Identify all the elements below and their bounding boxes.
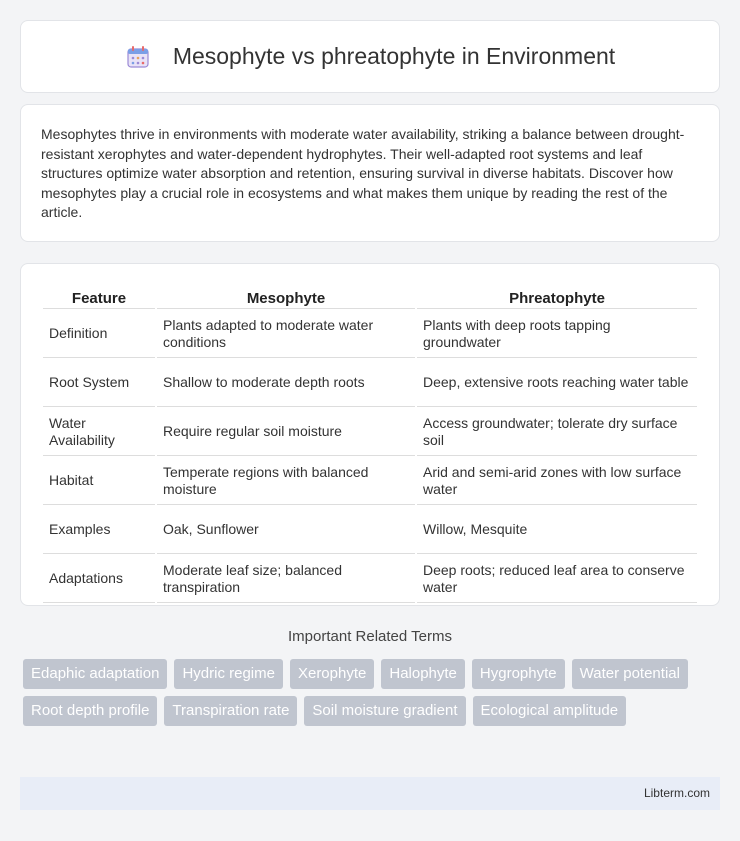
intro-text: Mesophytes thrive in environments with moderate water availability, striking a balance between drought-resistant xerophytes and water-dependent hydrophytes. Their well-adapted root systems and leaf structures optimize water absorption and retention, ensuring survival in diverse habitats. Discover how mesophytes play a crucial role in ecosystems and what makes them unique by reading the rest of the article.	[41, 126, 685, 220]
phreatophyte-cell: Access groundwater; tolerate dry surface soil	[417, 409, 697, 456]
table-row	[43, 409, 697, 456]
phreatophyte-cell: Deep roots; reduced leaf area to conserve water	[417, 556, 697, 603]
intro-card	[20, 104, 720, 242]
feature-cell: Definition	[43, 311, 155, 358]
related-terms-list	[23, 659, 723, 733]
term-tag[interactable]: Xerophyte	[290, 659, 374, 689]
phreatophyte-cell: Plants with deep roots tapping groundwater	[417, 311, 697, 358]
mesophyte-cell: Moderate leaf size; balanced transpiration	[157, 556, 415, 603]
feature-cell: Water Availability	[43, 409, 155, 456]
related-terms-title: Important Related Terms	[288, 628, 452, 645]
page-title: Mesophyte vs phreatophyte in Environment	[172, 43, 616, 69]
feature-cell: Root System	[43, 360, 155, 407]
footer-site-link[interactable]: Libterm.com	[643, 786, 710, 800]
calendar-icon	[125, 44, 151, 70]
term-tag[interactable]: Water potential	[572, 659, 688, 689]
term-tag[interactable]: Transpiration rate	[164, 696, 297, 726]
mesophyte-cell: Oak, Sunflower	[157, 507, 415, 554]
feature-cell: Examples	[43, 507, 155, 554]
column-header-feature: Feature	[43, 286, 155, 309]
mesophyte-cell: Require regular soil moisture	[157, 409, 415, 456]
feature-cell: Habitat	[43, 458, 155, 505]
table-row	[43, 311, 697, 358]
term-tag[interactable]: Ecological amplitude	[473, 696, 627, 726]
column-header-phreatophyte: Phreatophyte	[417, 286, 697, 309]
column-header-mesophyte: Mesophyte	[157, 286, 415, 309]
term-tag[interactable]: Hygrophyte	[472, 659, 565, 689]
table-row	[43, 507, 697, 554]
term-tag[interactable]: Hydric regime	[174, 659, 283, 689]
term-tag[interactable]: Halophyte	[381, 659, 465, 689]
phreatophyte-cell: Deep, extensive roots reaching water table	[417, 360, 697, 407]
comparison-card	[20, 263, 720, 606]
term-tag[interactable]: Edaphic adaptation	[23, 659, 167, 689]
phreatophyte-cell: Arid and semi-arid zones with low surface water	[417, 458, 697, 505]
mesophyte-cell: Temperate regions with balanced moisture	[157, 458, 415, 505]
footer	[20, 777, 720, 810]
phreatophyte-cell: Willow, Mesquite	[417, 507, 697, 554]
header-card	[20, 20, 720, 93]
term-tag[interactable]: Root depth profile	[23, 696, 157, 726]
table-row	[43, 458, 697, 505]
mesophyte-cell: Shallow to moderate depth roots	[157, 360, 415, 407]
table-row	[43, 360, 697, 407]
mesophyte-cell: Plants adapted to moderate water conditions	[157, 311, 415, 358]
table-row	[43, 556, 697, 603]
term-tag[interactable]: Soil moisture gradient	[304, 696, 465, 726]
comparison-table	[41, 284, 699, 605]
feature-cell: Adaptations	[43, 556, 155, 603]
table-header-row	[43, 286, 697, 309]
